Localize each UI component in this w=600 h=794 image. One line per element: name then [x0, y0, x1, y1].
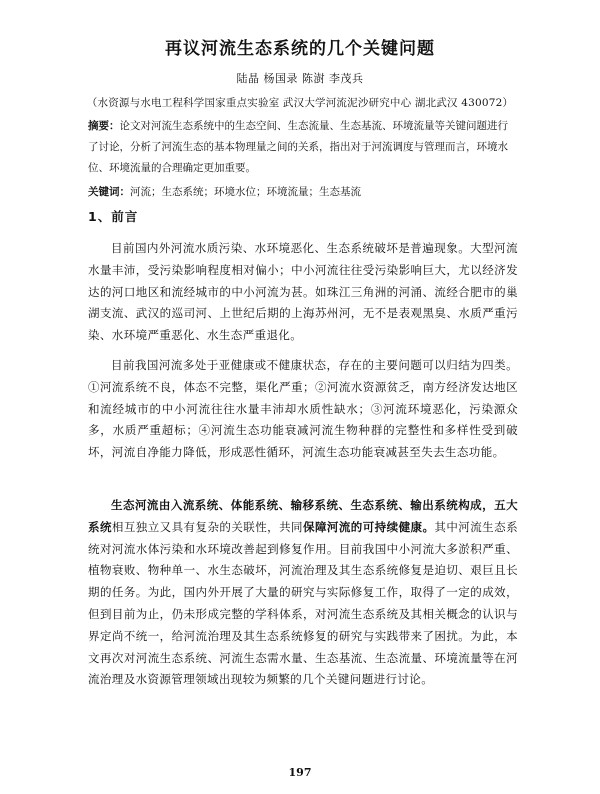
keywords-text: 河流；生态系统；环境水位；环境流量；生态基流 — [130, 186, 361, 198]
paper-title: 再议河流生态系统的几个关键问题 — [165, 39, 435, 59]
page-number: 197 — [288, 766, 312, 779]
keywords-label: 关键词： — [88, 186, 130, 198]
paragraph-3-bold-phrase: 保障河流的可持续健康。 — [303, 519, 435, 534]
author-list: 陆晶 杨国录 陈澍 李茂兵 — [236, 72, 364, 85]
paragraph-3 — [88, 495, 518, 691]
paragraph-3-mid: 相互独立又具有复杂的关联性，共同 — [111, 519, 304, 534]
abstract-label: 摘要： — [88, 120, 120, 132]
paragraph-2: 目前我国河流多处于亚健康或不健康状态，存在的主要问题可以归结为四类。①河流系统不良，体态不完整，渠化严重；②河流水资源贫乏，南方经济发达地区和流经城市的中小河流往往水量丰沛却水质性缺水；③河流环境恶化，污染源众多，水质严重超标；④河流生态功能衰减河流生物种群的完整性和多样性受到破坏，河流自净能力降低，形成恶性循环，河流生态功能衰减甚至失去生态功能。 — [88, 358, 518, 460]
paragraph-1: 目前国内外河流水质污染、水环境恶化、生态系统破坏是普遍现象。大型河流水量丰沛，受污染影响程度相对偏小；中小河流往往受污染影响巨大，尤以经济发达的河口地区和流经城市的中小河流为甚。如珠江三角洲的河涌、流经合肥市的巢湖支流、武汉的巡司河、上世纪后期的上海苏州河，无不是表观黑臭、水质严重污染、水环境严重恶化、水生态严重退化。 — [88, 241, 518, 343]
abstract-text: 论文对河流生态系统中的生态空间、生态流量、生态基流、环境流量等关键问题进行了讨论，分析了河流生态的基本物理量之间的关系，指出对于河流调度与管理而言，环境水位、环境流量的合理确定更加重要。 — [88, 120, 508, 174]
keywords — [88, 182, 518, 203]
affiliation: （水资源与水电工程科学国家重点实验室 武汉大学河流泥沙研究中心 湖北武汉 430072） — [86, 97, 514, 109]
paragraph-3-bold-lead: 生态河流由入流系统、体能系统、输移系统、生态系统、输出系统构成，五大系统 — [88, 498, 518, 534]
paragraph-3-rest: 其中河流生态系统对河流水体污染和水环境改善起到修复作用。目前我国中小河流大多淤积严重、植物衰败、物种单一、水生态破坏，河流治理及其生态系统修复是迫切、艰巨且长期的任务。为此，国内外开展了大量的研究与实际修复工作，取得了一定的成效，但到目前为止，仍未形成完整的学科体系，对河流生态系统及其相关概念的认识与界定尚不统一，给河流治理及其生态系统修复的研究与实践带来了困扰。为此，本文再次对河流生态系统、河流生态需水量、生态基流、生态流量、环境流量等在河流治理及水资源管理领域出现较为频繁的几个关键问题进行讨论。 — [88, 519, 518, 687]
section-heading: 1、前言 — [88, 209, 139, 224]
abstract — [88, 116, 518, 179]
